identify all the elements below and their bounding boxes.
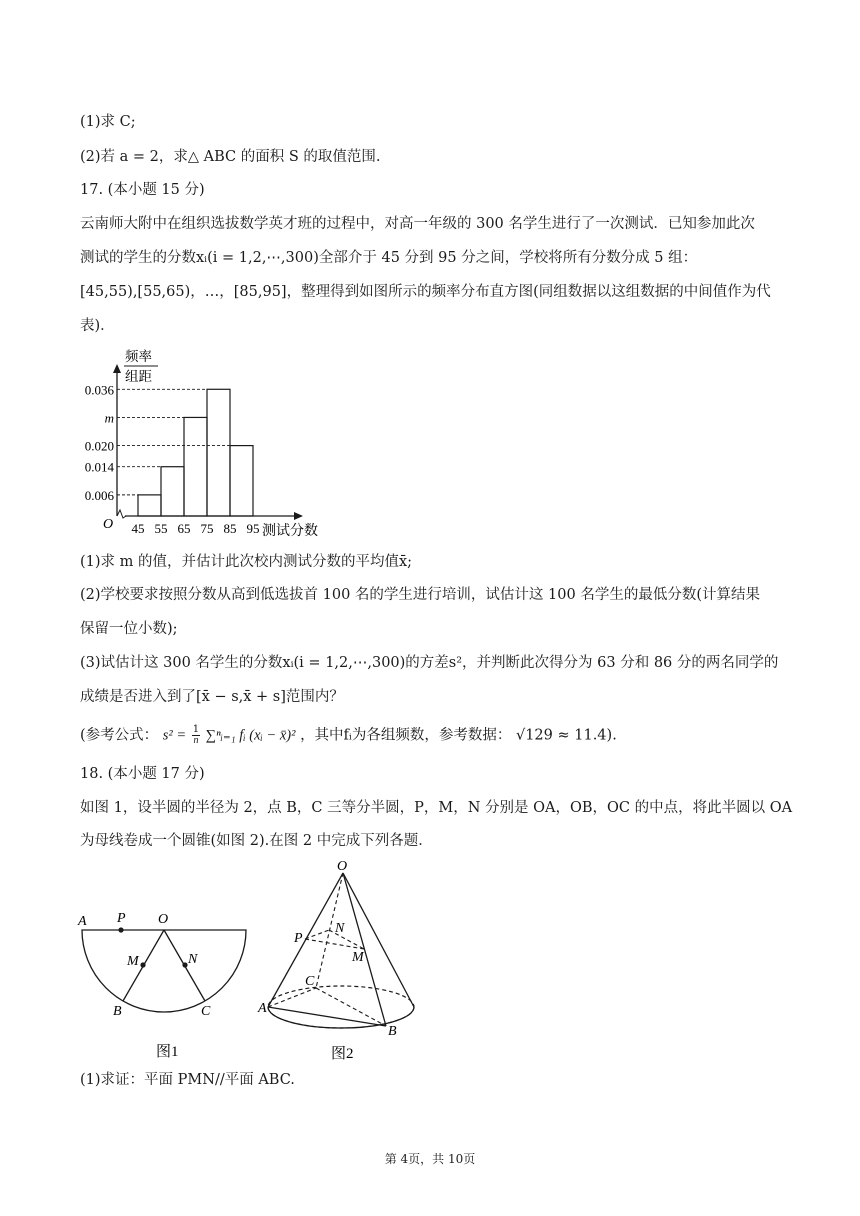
ref-fraction (192, 725, 200, 746)
y-axis-arrow (113, 364, 121, 373)
q17-sub2-line1: (2)学校要求按照分数从高到低选拔首 100 名的学生进行培训，试估计这 100 名学生的最低分数(计算结果 (80, 587, 760, 603)
ref-fraction-num: 1 (192, 724, 200, 735)
fig2-label-A: A (258, 1001, 267, 1016)
y-tick-label: 0.014 (84, 459, 114, 475)
fig2-label-N: N (335, 921, 345, 936)
fig2-label-P: P (294, 931, 303, 946)
q17-header: 17. (本小题 15 分) (80, 182, 205, 198)
histogram-bar (138, 495, 161, 516)
q17-intro-line2: 测试的学生的分数xᵢ(i = 1,2,⋯,300)全部介于 45 分到 95 分之间，学校将所有分数分成 5 组： (80, 250, 698, 266)
q16-part1: (1)求 C; (80, 114, 136, 130)
ref-mid: ，其中fᵢ为各组频数，参考数据： (300, 727, 512, 744)
histogram-bar (161, 467, 184, 516)
fig1-label-C: C (201, 1004, 211, 1019)
x-axis-arrow (294, 512, 303, 520)
q17-sub2-line2: 保留一位小数); (80, 621, 178, 637)
fig1-label-A: A (78, 914, 87, 929)
fig1-caption: 图1 (156, 1044, 179, 1060)
fig1-label-B: B (113, 1004, 122, 1019)
ref-fraction-den: n (193, 735, 199, 746)
fig1-label-O: O (158, 912, 169, 927)
y-axis-label-bottom: 组距 (125, 369, 152, 384)
q18-sub1: (1)求证：平面 PMN//平面 ABC. (80, 1072, 295, 1088)
q17-sub3-line1: (3)试估计这 300 名学生的分数xᵢ(i = 1,2,⋯,300)的方差s²，并判断此次得分为 63 分和 86 分的两名同学的 (80, 655, 779, 671)
q17-intro-line4: 表)． (80, 318, 115, 334)
x-tick-label: 45 (131, 521, 145, 536)
y-tick-label: 0.036 (84, 382, 114, 398)
q17-intro-line3: [45,55),[55,65)，…，[85,95]，整理得到如图所示的频率分布直方图(同组数据以这组数据的中间值作为代 (80, 284, 771, 300)
axis-break (117, 510, 126, 518)
fig2-caption: 图2 (331, 1046, 354, 1062)
q17-intro-line1: 云南师大附中在组织选拔数学英才班的过程中，对高一年级的 300 名学生进行了一次测试．已知参加此次 (80, 216, 755, 232)
y-tick-label: 0.006 (84, 487, 114, 503)
q17-reference-formula (80, 725, 617, 746)
ref-prefix: (参考公式： (80, 727, 159, 744)
q18-intro-line1: 如图 1，设半圆的半径为 2，点 B，C 三等分半圆，P，M，N 分别是 OA，OB，OC 的中点，将此半圆以 OA (80, 800, 793, 816)
x-tick-label: 85 (223, 521, 237, 536)
q18-header: 18. (本小题 17 分) (80, 766, 205, 782)
x-tick-label: 95 (246, 521, 260, 536)
fig2-label-B: B (388, 1024, 397, 1039)
fig2-label-O: O (337, 859, 348, 874)
x-axis-label: 测试分数 (262, 524, 318, 539)
ref-sum: ∑ⁿᵢ₌₁ fᵢ (xᵢ − x̄)² (205, 727, 296, 744)
y-tick-label: 0.020 (84, 438, 114, 454)
fig2-label-M: M (352, 950, 364, 965)
ref-sqrt: √129 ≈ 11.4). (515, 727, 617, 744)
figure-1-semicircle (76, 905, 256, 1065)
y-axis-label-top: 频率 (125, 349, 152, 364)
y-tick-label: m (104, 410, 114, 426)
figure-2-cone (257, 855, 427, 1067)
page-footer: 第 4页，共 10页 (384, 1152, 476, 1166)
x-tick-label: 65 (177, 521, 191, 536)
frequency-histogram (78, 346, 340, 542)
histogram-bar (230, 446, 253, 516)
fig2-label-C: C (305, 974, 315, 989)
q16-part2: (2)若 a = 2，求△ ABC 的面积 S 的取值范围. (80, 149, 381, 165)
q17-sub1: (1)求 m 的值，并估计此次校内测试分数的平均值x̄; (80, 554, 413, 570)
fig1-label-P: P (117, 911, 126, 926)
histogram-bar (207, 389, 230, 516)
histogram-bar (184, 417, 207, 516)
x-tick-label: 55 (154, 521, 168, 536)
fig1-label-N: N (188, 952, 198, 967)
x-tick-label: 75 (200, 521, 214, 536)
fig1-label-M: M (127, 954, 139, 969)
origin-label: O (103, 517, 114, 532)
ref-s2: s² = (162, 727, 187, 744)
q17-sub3-line2: 成绩是否进入到了[x̄ − s,x̄ + s]范围内？ (80, 689, 344, 705)
q18-intro-line2: 为母线卷成一个圆锥(如图 2).在图 2 中完成下列各题． (80, 833, 433, 849)
